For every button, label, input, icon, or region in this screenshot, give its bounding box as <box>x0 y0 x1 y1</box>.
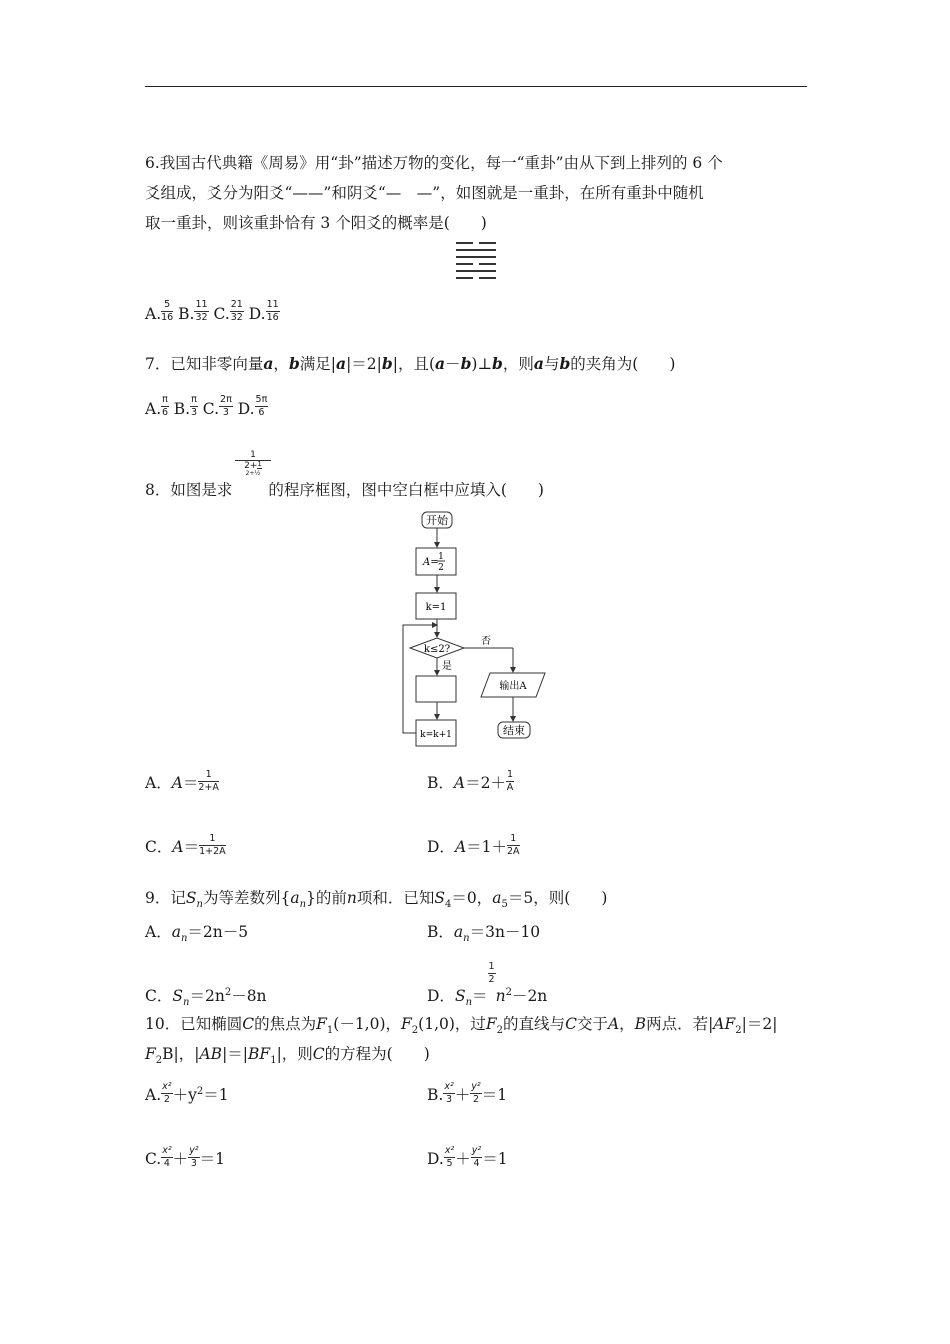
q10-option-a[interactable]: A. $\frac{\text{x²}}{2}$ $+y^2=1$ <box>145 1081 229 1105</box>
header-rule <box>145 86 807 87</box>
q8-stem: 8．如图是求 的程序框图，图中空白框中应填入( ) <box>145 481 544 499</box>
flow-no-label: 否 <box>481 636 491 647</box>
flow-blank-box <box>416 676 456 702</box>
flowchart <box>395 505 555 755</box>
hexagram-figure <box>456 242 496 284</box>
q6-option-d[interactable]: D. $\frac{11}{16}$ <box>248 299 279 323</box>
q7-stem: 7．已知非零向量a，b满足|a|＝2|b|，且(a－b)⊥b，则a与b的夹角为( ) <box>145 354 676 373</box>
q9-option-a[interactable]: A．$a_n=2n-5$ <box>145 923 249 945</box>
flow-init-a-num: 1 <box>438 552 444 562</box>
q8-option-c[interactable]: C．A＝ $\frac{1}{1+2A}$ <box>145 833 226 857</box>
hexagram-line-5 <box>456 270 496 272</box>
hexagram-line-3 <box>456 256 496 258</box>
hexagram-line-4 <box>456 263 496 265</box>
flow-update-label: k=k+1 <box>420 730 452 740</box>
flow-end-label: 结束 <box>503 724 525 737</box>
q7-option-c[interactable]: C. $\frac{2\pi}{3}$ <box>202 394 232 418</box>
flow-init-a-den: 2 <box>438 563 444 573</box>
flow-init-a-label: A= <box>423 557 439 568</box>
q9-option-b[interactable]: B．$a_n=3n-10$ <box>427 923 541 945</box>
flow-start-label: 开始 <box>426 514 448 527</box>
q10-option-d[interactable]: D. $\frac{\text{x²}}{5}$ ＋ $\frac{\text{y²}}{4}$ ＝1 <box>427 1145 508 1169</box>
flow-condition-label: k≤2? <box>423 644 451 655</box>
q6-option-c[interactable]: C. $\frac{21}{32}$ <box>213 299 243 323</box>
q6-option-b[interactable]: B. $\frac{11}{32}$ <box>178 299 208 323</box>
q10-option-b[interactable]: B. $\frac{\text{x²}}{3}$ ＋ $\frac{\text{y²}}{2}$ ＝1 <box>427 1081 508 1105</box>
q6-options <box>145 300 280 323</box>
q10-option-c[interactable]: C. $\frac{\text{x²}}{4}$ ＋ $\frac{\text{y²}}{3}$ ＝1 <box>145 1145 225 1169</box>
q8-option-d[interactable]: D．A＝1＋ $\frac{1}{2A}$ <box>427 833 520 857</box>
q7-option-d[interactable]: D. $\frac{5\pi}{6}$ <box>237 394 268 418</box>
hexagram-line-6 <box>456 277 496 279</box>
flow-init-k-label: k=1 <box>425 602 447 613</box>
q7-option-a[interactable]: A. $\frac{\pi}{6}$ <box>145 394 169 418</box>
q8-option-b[interactable]: B．A＝2＋ $\frac{1}{A}$ <box>427 769 514 793</box>
q10-line-1: 10．已知椭圆C的焦点为$F_1(-1,0)$，$F_2(1,0)$，过$F_2$的直线与C交于A，B两点．若$|AF_2|=2|$ <box>145 1015 778 1037</box>
q9-stem: 9．记$S_n$为等差数列$\{a_n\}$的前n项和．已知$S_4=0$，$a_5=5$，则( ) <box>145 889 608 911</box>
q9-option-c[interactable]: C．$S_n=2n^2-8n$ <box>145 986 267 1009</box>
hexagram-line-2 <box>456 249 496 251</box>
q6-line-3: 取一重卦，则该重卦恰有 3 个阳爻的概率是( ) <box>145 214 487 232</box>
q8-option-a[interactable]: A．A＝ $\frac{1}{2+A}$ <box>145 769 219 793</box>
q7-options <box>145 395 268 418</box>
q6-line-2: 爻组成，爻分为阳爻“——”和阴爻“— —”，如图就是一重卦，在所有重卦中随机 <box>145 184 704 202</box>
q9-option-d[interactable]: D．$S_n=$ $\frac{1}{2}$ $n^2-2n$ <box>427 961 548 1009</box>
hexagram-line-1 <box>456 242 496 244</box>
flow-output-label: 输出A <box>499 681 527 692</box>
q8-continued-fraction: 1 2+ 1 2+½ <box>235 450 271 477</box>
q6-line-1: 6.我国古代典籍《周易》用“卦”描述万物的变化，每一“重卦”由从下到上排列的 6 个 <box>145 154 723 172</box>
q6-option-a[interactable]: A. $\frac{5}{16}$ <box>145 299 174 323</box>
q10-line-2: $F_2B|$，$|AB|=|BF_1|$，则C的方程为( ) <box>145 1045 430 1067</box>
flow-yes-label: 是 <box>442 661 452 672</box>
q7-option-b[interactable]: B. $\frac{\pi}{3}$ <box>173 394 198 418</box>
